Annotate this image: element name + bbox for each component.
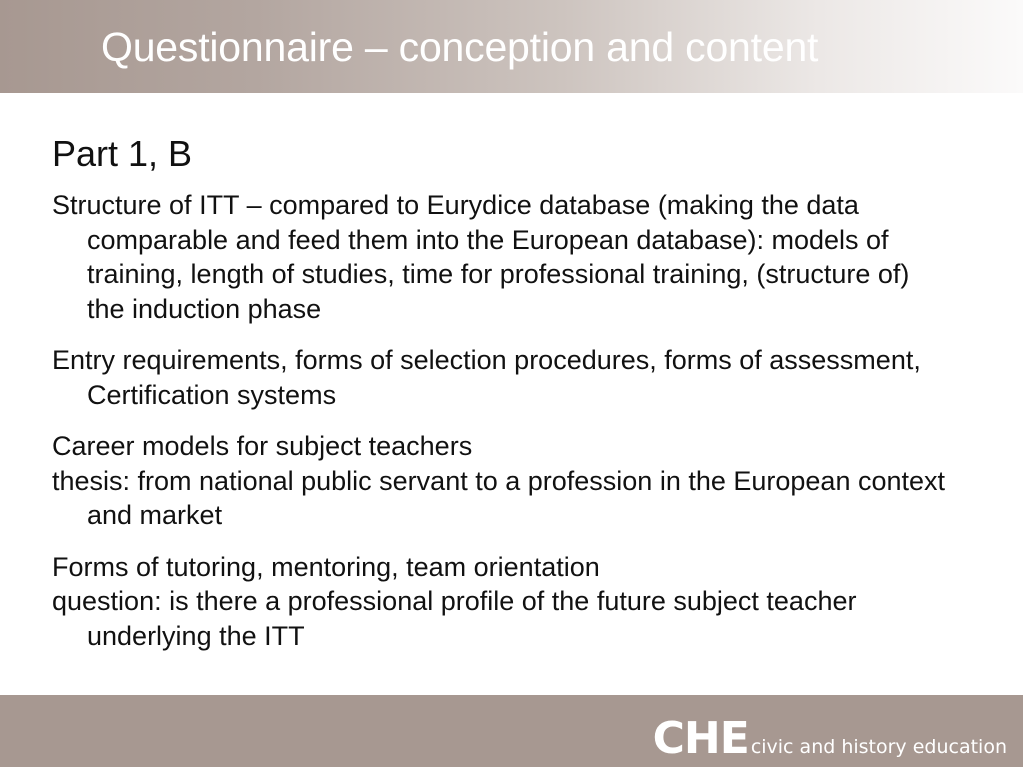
footer-band (0, 695, 1023, 767)
paragraph-subtext: question: is there a professional profile of the future subject teacher underlying the ITT (52, 586, 857, 651)
slide-title: Questionnaire – conception and content (101, 24, 819, 70)
bullet-paragraph (52, 429, 952, 533)
slide-subtitle: Part 1, B (52, 133, 193, 174)
logo-mark: CHE (652, 713, 749, 764)
slide-content (52, 130, 952, 670)
paragraph-text: Entry requirements, forms of selection procedures, forms of assessment, Certification systems (52, 345, 921, 410)
header-band (0, 0, 1023, 93)
paragraph-subtext: thesis: from national public servant to a profession in the European context and market (52, 465, 946, 530)
bullet-paragraph (52, 550, 952, 654)
paragraph-text: Forms of tutoring, mentoring, team orientation (52, 551, 600, 582)
che-logo (653, 713, 1007, 764)
bullet-paragraph (52, 343, 952, 412)
paragraph-text: Structure of ITT – compared to Eurydice database (making the data comparable and feed them into the European database): models of training, length of studies, time for professional training, (structure of) the induction phase (52, 190, 910, 324)
paragraph-text: Career models for subject teachers (52, 431, 473, 461)
logo-text: civic and history education (750, 736, 1007, 758)
bullet-paragraph (52, 188, 952, 326)
